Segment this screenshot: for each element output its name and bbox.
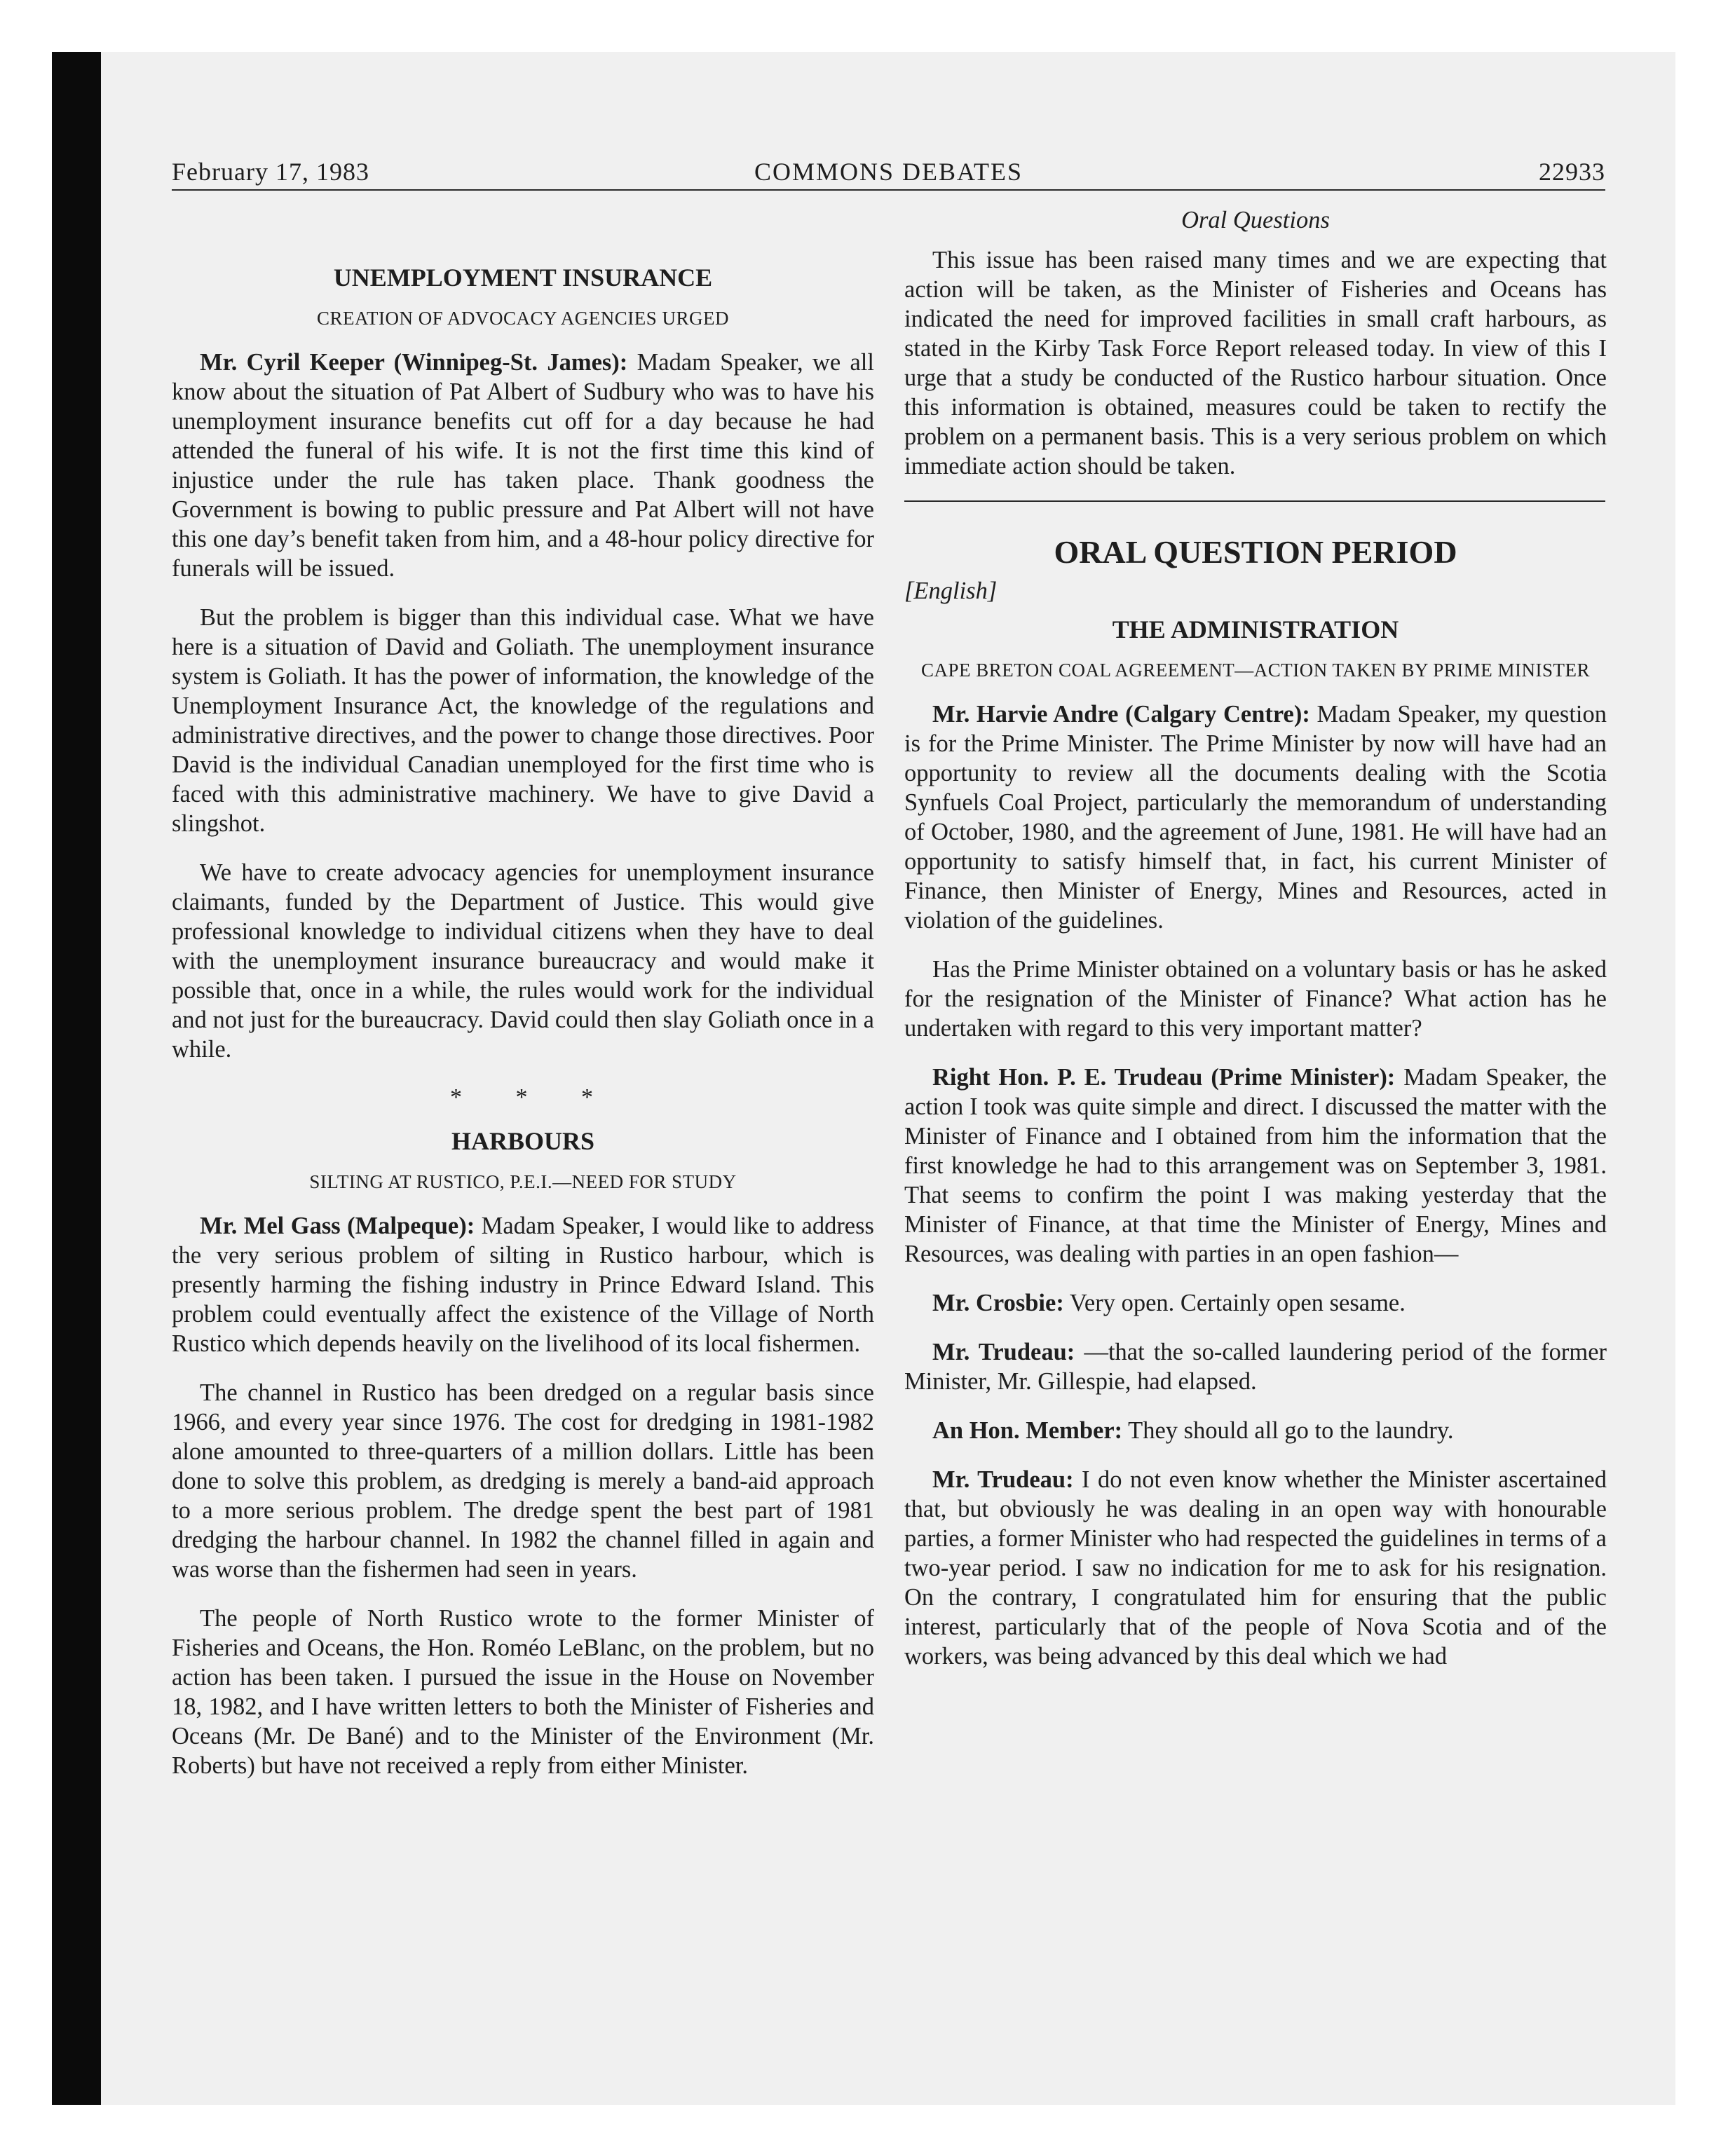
paragraph-trudeau-answer xyxy=(904,1063,1607,1269)
header-date: February 17, 1983 xyxy=(172,158,369,186)
section-title-administration: THE ADMINISTRATION xyxy=(1112,615,1399,643)
paragraph-andre xyxy=(904,700,1607,935)
paragraph-trudeau-laundering xyxy=(904,1337,1607,1396)
header-page-number: 22933 xyxy=(1539,158,1605,186)
paragraph-keeper xyxy=(172,348,874,583)
oral-question-period-title: ORAL QUESTION PERIOD xyxy=(1054,534,1457,570)
binding-edge-shadow xyxy=(52,52,101,2105)
speaker-keeper: Mr. Cyril Keeper (Winnipeg-St. James): xyxy=(200,349,628,376)
left-column xyxy=(172,205,874,1800)
paragraph-trudeau-answer-text: Madam Speaker, the action I took was quite simple and direct. I discussed the matter with the Minister of Finance and I obtained from him the information that the first knowledge he had to this arrangement was on September 3, 1981. That seems to confirm the point I was making yesterday that the Minister of Finance, at that time the Minister of Energy, Mines and Resources, was dealing with parties in an open fashion— xyxy=(904,1064,1607,1267)
paragraph-dredging: The channel in Rustico has been dredged on a regular basis since 1966, and every year since 1976. The cost for dredging in 1981-1982 alone amounted to three-quarters of a million dollars. Little has been done to solve this problem, as dredging is merely a band-aid approach to a more serious problem. The dredge spent the best part of 1981 dredging the harbour channel. In 1982 the channel filled in again and was worse than the fishermen had seen in years. xyxy=(172,1379,874,1583)
section-subtitle-advocacy: CREATION OF ADVOCACY AGENCIES URGED xyxy=(316,308,730,329)
section-subtitle-rustico: SILTING AT RUSTICO, P.E.I.—NEED FOR STUDY xyxy=(309,1171,737,1192)
right-column xyxy=(904,205,1607,1691)
speaker-crosbie: Mr. Crosbie: xyxy=(932,1290,1064,1316)
paragraph-advocacy-agencies: We have to create advocacy agencies for unemployment insurance claimants, funded by the Department of Justice. This would give professional knowledge to individual citizens when they have to deal with the unemployment insurance bureaucracy and would make it possible that, once in a while, the rules would work for the individual and not just for the bureaucracy. David could then slay Goliath once in a while. xyxy=(172,859,874,1063)
paragraph-david-goliath: But the problem is bigger than this individual case. What we have here is a situation of David and Goliath. The unemployment insurance system is Goliath. It has the power of information, the knowledge of the Unemployment Insurance Act, the knowledge of the regulations and administrative directives, and the power to change those directives. Poor David is the individual Canadian unemployed for the first time who is faced with this administrative machinery. We have to give David a slingshot. xyxy=(172,604,874,837)
paragraph-keeper-text: Madam Speaker, we all know about the situation of Pat Albert of Sudbury who was to have his unemployment insurance benefits cut off for a day because he had attended the funeral of his wife. It is not the first time this kind of injustice under the rule has taken place. Thank goodness the Government is bowing to public pressure and Pat Albert will not have this one day’s benefit taken from him, and a 48-hour policy directive for funerals will be issued. xyxy=(172,349,874,582)
paragraph-rustico-continued: This issue has been raised many times and we are expecting that action will be taken, as the Minister of Fisheries and Oceans has indicated the need for improved facilities in small craft harbours, as stated in the Kirby Task Force Report released today. In view of this I urge that a study be conducted of the Rustico harbour situation. Once this information is obtained, measures could be taken to rectify the problem on a permanent basis. This is a very serious problem on which immediate action should be taken. xyxy=(904,247,1607,479)
header-journal-title: COMMONS DEBATES xyxy=(754,158,1023,186)
paragraph-andre-text: Madam Speaker, my question is for the Prime Minister. The Prime Minister by now will have had an opportunity to review all the documents dealing with the Scotia Synfuels Coal Project, particularly the memorandum of understanding of October, 1980, and the agreement of June, 1981. He will have had an opportunity to satisfy himself that, in fact, his current Minister of Finance, then Minister of Energy, Mines and Resources, acted in violation of the guidelines. xyxy=(904,701,1607,934)
hansard-page xyxy=(172,156,1605,2076)
paragraph-gass xyxy=(172,1211,874,1358)
horizontal-rule xyxy=(904,500,1605,502)
speaker-andre: Mr. Harvie Andre (Calgary Centre): xyxy=(932,701,1310,728)
paragraph-trudeau-congratulated-text: I do not even know whether the Minister ascertained that, but obviously he was dealing in an open way with honourable parties, a former Minister who had respected the guidelines in terms of a two-year period. I saw no indication for me to ask for his resignation. On the contrary, I congratulated him for ensuring that the public interest, particularly that of the people of Nova Scotia and of the workers, was being advanced by this deal which we had xyxy=(904,1466,1607,1670)
speaker-trudeau-2: Mr. Trudeau: xyxy=(932,1339,1075,1365)
running-header xyxy=(172,156,1605,191)
section-title-harbours: HARBOURS xyxy=(451,1127,595,1155)
section-separator-stars: * * * xyxy=(450,1084,617,1110)
paragraph-resignation-question: Has the Prime Minister obtained on a voluntary basis or has he asked for the resignation of the Minister of Finance? What action has he undertaken with regard to this very important matter? xyxy=(904,956,1607,1042)
paragraph-hon-member xyxy=(904,1416,1607,1445)
paragraph-gass-text: Madam Speaker, I would like to address the very serious problem of silting in Rustico harbour, which is presently harming the fishing industry in Prince Edward Island. This problem could eventually affect the existence of the Village of North Rustico which depends heavily on the livelihood of its local fishermen. xyxy=(172,1213,874,1357)
paragraph-trudeau-laundering-text: —that the so-called laundering period of the former Minister, Mr. Gillespie, had elapsed. xyxy=(904,1339,1607,1395)
paragraph-crosbie xyxy=(904,1288,1607,1318)
section-title-unemployment-insurance: UNEMPLOYMENT INSURANCE xyxy=(333,264,713,292)
speaker-trudeau-3: Mr. Trudeau: xyxy=(932,1466,1074,1493)
speaker-hon-member: An Hon. Member: xyxy=(932,1417,1123,1444)
paragraph-north-rustico-letters: The people of North Rustico wrote to the former Minister of Fisheries and Oceans, the Hon. Roméo LeBlanc, on the problem, but no action has been taken. I pursued the issue in the House on November 18, 1982, and I have written letters to both the Minister of Fisheries and Oceans (Mr. De Bané) and to the Minister of the Environment (Mr. Roberts) but have not received a reply from either Minister. xyxy=(172,1605,874,1779)
paragraph-crosbie-text: Very open. Certainly open sesame. xyxy=(1063,1290,1406,1316)
paragraph-trudeau-congratulated xyxy=(904,1465,1607,1671)
running-section-title: Oral Questions xyxy=(1181,207,1330,233)
speaker-gass: Mr. Mel Gass (Malpeque): xyxy=(200,1213,475,1239)
section-subtitle-cape-breton: CAPE BRETON COAL AGREEMENT—ACTION TAKEN BY PRIME MINISTER xyxy=(920,660,1591,681)
paragraph-hon-member-text: They should all go to the laundry. xyxy=(1122,1417,1454,1444)
language-label: [English] xyxy=(904,578,998,604)
speaker-trudeau-pm: Right Hon. P. E. Trudeau (Prime Minister): xyxy=(932,1064,1396,1091)
